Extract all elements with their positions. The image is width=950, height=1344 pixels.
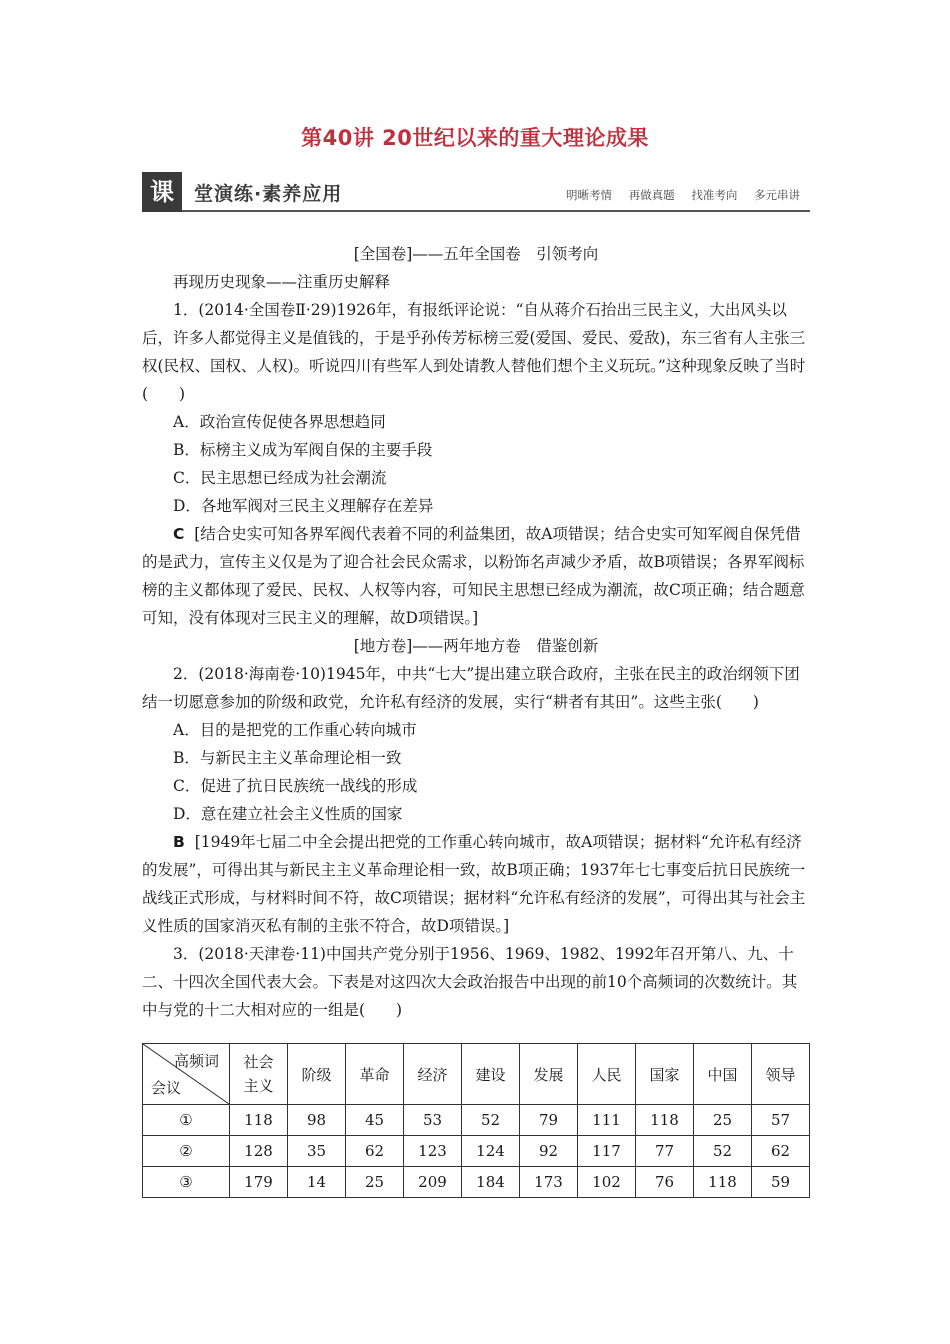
table-header-cell: 中国 <box>694 1044 752 1105</box>
table-cell: 111 <box>578 1105 636 1136</box>
table-cell: 124 <box>462 1136 520 1167</box>
banner-box: 课 <box>142 172 182 212</box>
table-cell: 25 <box>694 1105 752 1136</box>
row-label: ① <box>143 1105 230 1136</box>
table-row <box>143 1167 810 1198</box>
q1-option-b: B．标榜主义成为军阀自保的主要手段 <box>173 441 433 459</box>
table-cell: 57 <box>752 1105 810 1136</box>
table-cell: 79 <box>520 1105 578 1136</box>
table-cell: 76 <box>636 1167 694 1198</box>
content <box>142 240 810 1024</box>
question-2-stem: 2．(2018·海南卷·10)1945年，中共“七大”提出建立联合政府，主张在民主的政治纲领下团结一切愿意参加的阶级和政党，允许私有经济的发展，实行“耕者有其田”。这些主张( ) <box>142 665 800 711</box>
q2-option-d: D．意在建立社会主义性质的国家 <box>173 805 403 823</box>
page-title: 第40讲 20世纪以来的重大理论成果 <box>301 126 649 150</box>
table-row <box>143 1136 810 1167</box>
table-cell: 179 <box>230 1167 288 1198</box>
table-cell: 173 <box>520 1167 578 1198</box>
table-cell: 118 <box>694 1167 752 1198</box>
q2-answer: B <box>173 833 185 851</box>
table-header-cell: 发展 <box>520 1044 578 1105</box>
q1-answer: C <box>173 525 185 543</box>
table-cell: 14 <box>288 1167 346 1198</box>
table-header-row <box>143 1044 810 1105</box>
table-header-cell: 国家 <box>636 1044 694 1105</box>
q1-explanation <box>142 520 810 632</box>
banner-tag: 明晰考情 <box>566 188 613 202</box>
corner-top-label: 高频词 <box>173 1052 219 1070</box>
table-cell: 35 <box>288 1136 346 1167</box>
q2-option-c: C．促进了抗日民族统一战线的形成 <box>173 777 418 795</box>
section-label: [地方卷]——两年地方卷 借鉴创新 <box>353 637 599 655</box>
banner-tags <box>553 187 800 203</box>
q1-option-d: D．各地军阀对三民主义理解存在差异 <box>173 497 434 515</box>
q1-option-a: A．政治宣传促使各界思想趋同 <box>173 413 386 431</box>
q2-option-b: B．与新民主主义革命理论相一致 <box>173 749 402 767</box>
table-cell: 128 <box>230 1136 288 1167</box>
section-subtitle: 再现历史现象——注重历史解释 <box>173 273 391 291</box>
q1-explain-text: [结合史实可知各界军阀代表着不同的利益集团，故A项错误；结合史实可知军阀自保凭借的是武力，宣传主义仅是为了迎合社会民众需求，以粉饰名声减少矛盾，故B项错误；各界军阀标榜的主义都体现了爱民、民权、人权等内容，可知民主思想已经成为潮流，故C项正确；结合题意可知，没有体现对三民主义的理解，故D项错误。] <box>142 525 805 627</box>
table-header-cell: 社会 主义 <box>230 1044 288 1105</box>
table-cell: 209 <box>404 1167 462 1198</box>
table-cell: 25 <box>346 1167 404 1198</box>
question-1-stem: 1．(2014·全国卷Ⅱ·29)1926年，有报纸评论说：“自从蒋介石抬出三民主义，大出风头以后，许多人都觉得主义是值钱的，于是乎孙传芳标榜三爱(爱国、爱民、爱敌)，东三省有人主张三权(民权、国权、人权)。听说四川有些军人到处请教人替他们想个主义玩玩。”这种现象反映了当时( ) <box>142 301 806 403</box>
table-cell: 77 <box>636 1136 694 1167</box>
section-banner <box>142 172 810 212</box>
row-label: ③ <box>143 1167 230 1198</box>
table-cell: 59 <box>752 1167 810 1198</box>
table-cell: 45 <box>346 1105 404 1136</box>
question-3-stem: 3．(2018·天津卷·11)中国共产党分别于1956、1969、1982、1992年召开第八、九、十二、十四次全国代表大会。下表是对这四次大会政治报告中出现的前10个高频词的次数统计。其中与党的十二大相对应的一组是( ) <box>142 945 798 1019</box>
q2-option-a: A．目的是把党的工作重心转向城市 <box>173 721 417 739</box>
banner-tag: 再做真题 <box>628 188 675 202</box>
corner-bottom-label: 会议 <box>151 1079 182 1097</box>
table-cell: 118 <box>636 1105 694 1136</box>
table-cell: 118 <box>230 1105 288 1136</box>
table-header-cell: 革命 <box>346 1044 404 1105</box>
section-label: [全国卷]——五年全国卷 引领考向 <box>353 245 599 263</box>
table-header-cell: 阶级 <box>288 1044 346 1105</box>
q1-option-c: C．民主思想已经成为社会潮流 <box>173 469 387 487</box>
q2-explanation <box>142 828 810 940</box>
table-cell: 52 <box>462 1105 520 1136</box>
table-header-cell: 经济 <box>404 1044 462 1105</box>
table-cell: 117 <box>578 1136 636 1167</box>
table-header-cell: 建设 <box>462 1044 520 1105</box>
q2-explain-text: [1949年七届二中全会提出把党的工作重心转向城市，故A项错误；据材料“允许私有经济的发展”，可得出其与新民主主义革命理论相一致，故B项正确；1937年七七事变后抗日民族统一战线正式形成，与材料时间不符，故C项错误；据材料“允许私有经济的发展”，可得出其与社会主义性质的国家消灭私有制的主张不符合，故D项错误。] <box>142 833 806 935</box>
table-cell: 92 <box>520 1136 578 1167</box>
table-cell: 62 <box>752 1136 810 1167</box>
banner-rule <box>182 210 810 212</box>
table-cell: 184 <box>462 1167 520 1198</box>
banner-tag: 多元串讲 <box>754 188 800 202</box>
table-cell: 52 <box>694 1136 752 1167</box>
table-header-cell: 领导 <box>752 1044 810 1105</box>
banner-tag: 找准考向 <box>691 188 738 202</box>
table-cell: 123 <box>404 1136 462 1167</box>
frequency-table <box>142 1043 810 1198</box>
table-cell: 62 <box>346 1136 404 1167</box>
table-cell: 53 <box>404 1105 462 1136</box>
table-row <box>143 1105 810 1136</box>
banner-heading: 堂演练·素养应用 <box>194 183 343 205</box>
row-label: ② <box>143 1136 230 1167</box>
table-header-cell: 人民 <box>578 1044 636 1105</box>
table-cell: 102 <box>578 1167 636 1198</box>
table-corner-cell <box>143 1044 230 1105</box>
table-cell: 98 <box>288 1105 346 1136</box>
